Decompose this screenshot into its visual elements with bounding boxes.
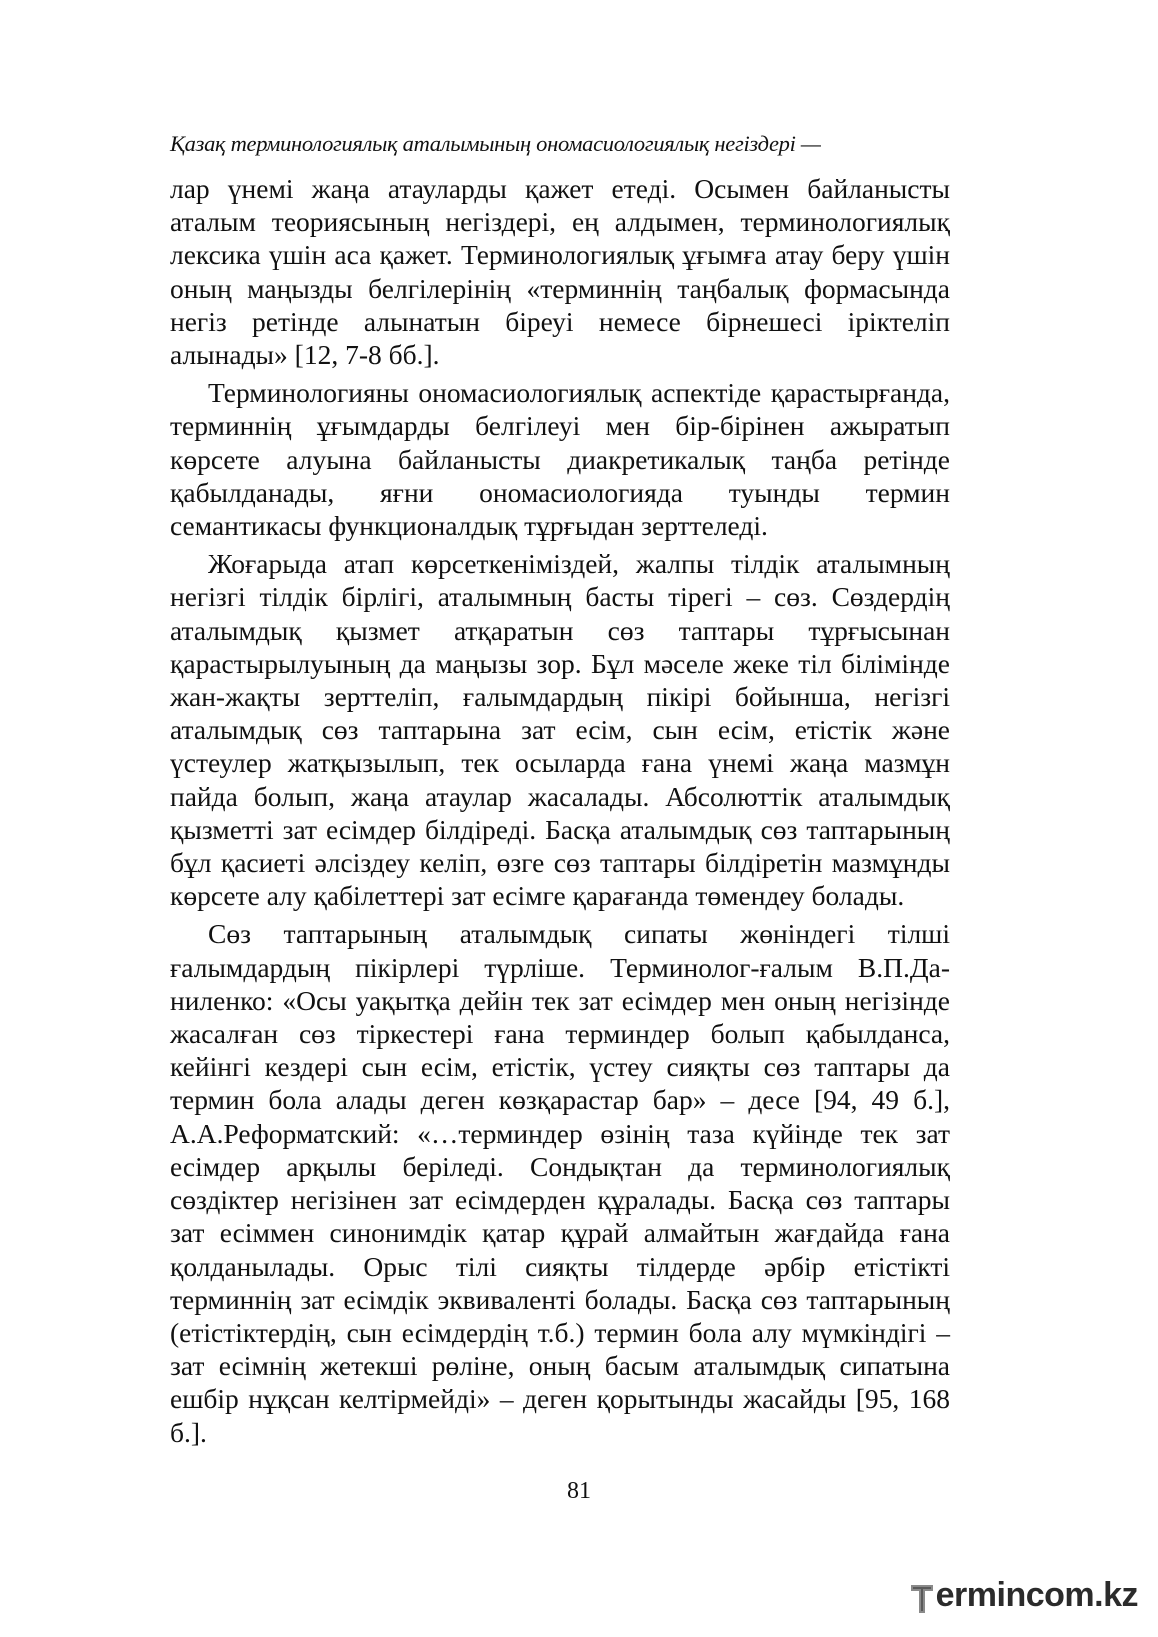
body-text bbox=[170, 172, 950, 1449]
page-number: 81 bbox=[567, 1478, 591, 1504]
watermark bbox=[909, 1576, 1138, 1615]
t-letter-logo-icon bbox=[909, 1581, 935, 1615]
paragraph-3: Жоғарыда атап көрсеткеніміздей, жалпы тілдік аталымның негізгі тілдік бірлігі, аталымның басты тірегі – сөз. Сөздердің аталымдық қызмет атқаратын сөз таптары тұрғысынан қарастырылуының да маңызы зор. Бұл мәселе жеке тіл білімінде жан-жақты зерттеліп, ғалымдардың пікірі бойынша, негізгі аталымдық сөз таптарына зат есім, сын есім, етістік және үстеулер жатқызылып, тек осыларда ғана үнемі жаңа мазмұн пайда болып, жаңа атаулар жасалады. Абсолюттік аталымдық қызметті зат есімдер білдіреді. Басқа аталымдық сөз таптарының бұл қасиеті әлсіздеу келіп, өзге сөз таптары білдіретін мазмұнды көрсете алу қабілеттері зат есімге қарағанда төмендеу болады. bbox=[170, 548, 950, 912]
running-header: Қазақ терминологиялық аталымының ономасиологиялық негіздері — bbox=[170, 131, 821, 156]
page-content bbox=[170, 128, 950, 1454]
watermark-text: ermincom.kz bbox=[935, 1576, 1138, 1614]
paragraph-4: Сөз таптарының аталымдық сипаты жөніндегі тілші ғалымдардың пікірлері түрліше. Терминолог-ғалым В.П.Даниленко: «Осы уақытқа дейін тек зат есімдер мен оның негізінде жасалған сөз тіркестері ғана терминдер болып қабылданса, кейінгі кездері сын есім, етістік, үстеу сияқты сөз таптары да термин бола алады деген көзқарастар бар» – десе [94, 49 б.], А.А.Реформатский: «…терминдер өзінің таза күйінде тек зат есімдер арқылы беріледі. Сондықтан да терминологиялық сөздіктер негізінен зат есімдерден құралады. Басқа сөз таптары зат есіммен синонимдік қатар құрай алмайтын жағдайда ғана қолданылады. Орыс тілі сияқты тілдерде әрбір етістікті терминнің зат есімдік эквиваленті болады. Басқа сөз таптарының (етістіктердің, сын есімдердің т.б.) термин бола алу мүмкіндігі – зат есімнің жетекші рөліне, оның басым аталымдық сипатына ешбір нұқсан келтірмейді» – деген қорытынды жасайды [95, 168 б.]. bbox=[170, 918, 950, 1448]
paragraph-2: Терминологияны ономасиологиялық аспектіде қарастырғанда, терминнің ұғымдарды белгілеуі мен бір-бірінен ажыратып көрсете алуына байланысты диакретикалық таңба ретінде қабылданады, яғни ономасиологияда туынды термин семантикасы функционалдық тұрғыдан зерттеледі. bbox=[170, 377, 950, 542]
paragraph-1: лар үнемі жаңа атауларды қажет етеді. Осымен байланысты аталым теориясының негіздері, ең алдымен, терминологиялық лексика үшін аса қажет. Терминологиялық ұғымға атау беру үшін оның маңызды белгілерінің «терминнің таңбалық формасында негіз ретінде алынатын біреуі немесе бірнешесі іріктеліп алынады» [12, 7-8 бб.]. bbox=[170, 173, 950, 371]
